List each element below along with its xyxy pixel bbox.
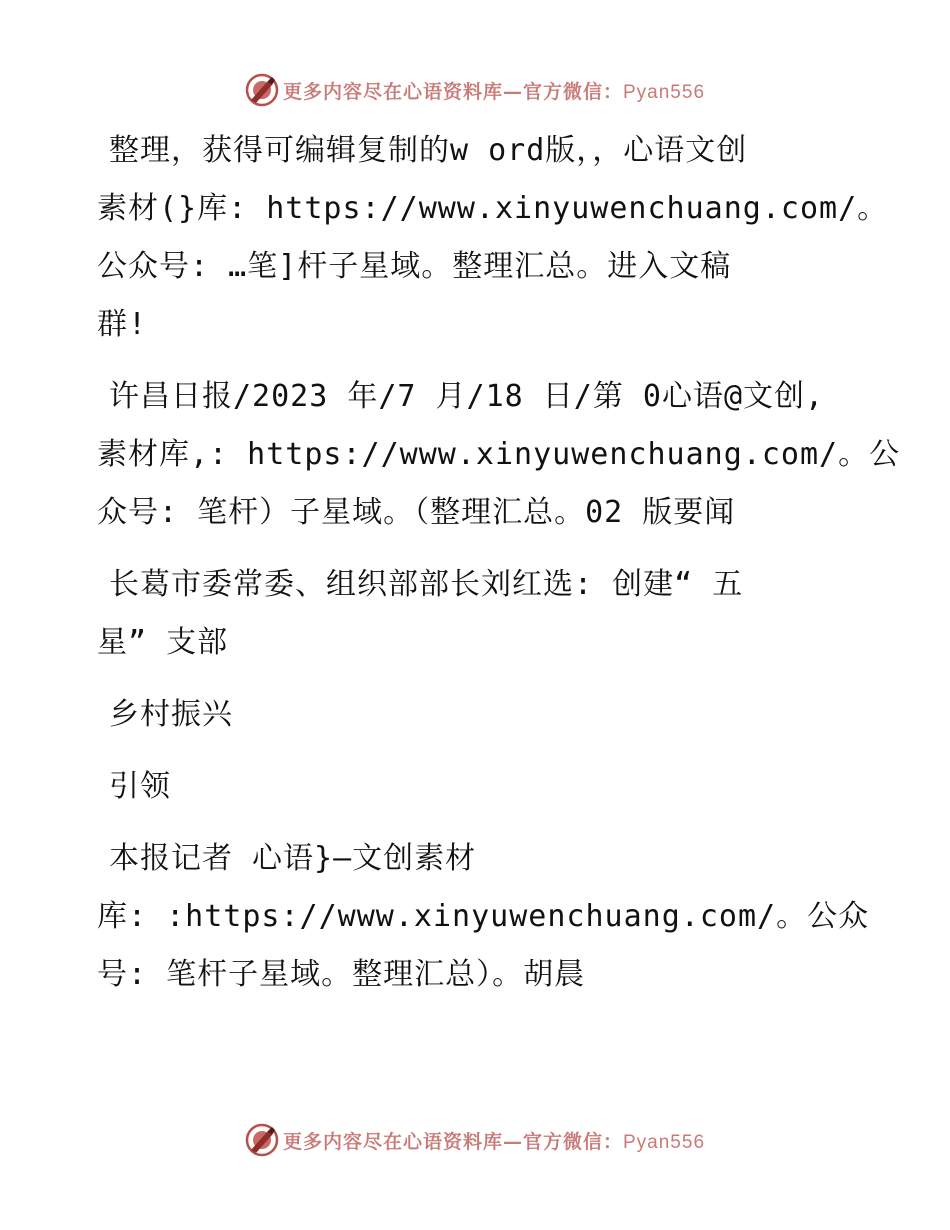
document-body bbox=[97, 122, 901, 1018]
text-line: 素材库,: https://www.xinyuwenchuang.com/。公 bbox=[97, 437, 901, 472]
watermark-text: 更多内容尽在心语资料库—官方微信：Pyan556 bbox=[282, 80, 706, 103]
footer-watermark bbox=[0, 1120, 950, 1160]
text-line: 群! bbox=[97, 307, 148, 342]
text-line: 众号: 笔杆）子星域。（整理汇总。02 版要闻 bbox=[97, 495, 736, 530]
text-line: 乡村振兴 bbox=[109, 697, 233, 732]
header-watermark bbox=[0, 70, 950, 110]
text-line: 公众号: …笔]杆子星域。整理汇总。进入文稿 bbox=[97, 249, 732, 284]
paragraph-2 bbox=[97, 368, 901, 542]
paragraph-5 bbox=[97, 758, 857, 816]
text-line: 库: :https://www.xinyuwenchuang.com/。公众 bbox=[97, 899, 870, 934]
wechat-id: Pyan556 bbox=[623, 1131, 706, 1153]
text-line: 长葛市委常委、组织部部长刘红选: 创建“ 五 bbox=[109, 567, 744, 602]
paragraph-3 bbox=[97, 556, 857, 672]
wechat-id: Pyan556 bbox=[623, 81, 706, 103]
watermark-text: 更多内容尽在心语资料库—官方微信：Pyan556 bbox=[282, 1130, 706, 1153]
paragraph-6 bbox=[97, 830, 870, 1004]
text-line: 整理，获得可编辑复制的w ord版，，心语文创 bbox=[109, 133, 748, 168]
text-line: 许昌日报/2023 年/7 月/18 日/第 0心语@文创, bbox=[109, 379, 825, 414]
text-line: 本报记者 心语}—文创素材 bbox=[109, 841, 477, 876]
text-line: 引领 bbox=[109, 769, 171, 804]
text-line: 星” 支部 bbox=[97, 625, 229, 660]
paragraph-1 bbox=[97, 122, 889, 354]
pen-logo-icon bbox=[245, 1123, 279, 1157]
paragraph-4 bbox=[97, 686, 857, 744]
text-line: 号: 笔杆子星域。整理汇总）。胡晨 bbox=[97, 957, 586, 992]
text-line: 素材(}库: https://www.xinyuwenchuang.com/。 bbox=[97, 191, 889, 226]
pen-logo-icon bbox=[245, 73, 279, 107]
